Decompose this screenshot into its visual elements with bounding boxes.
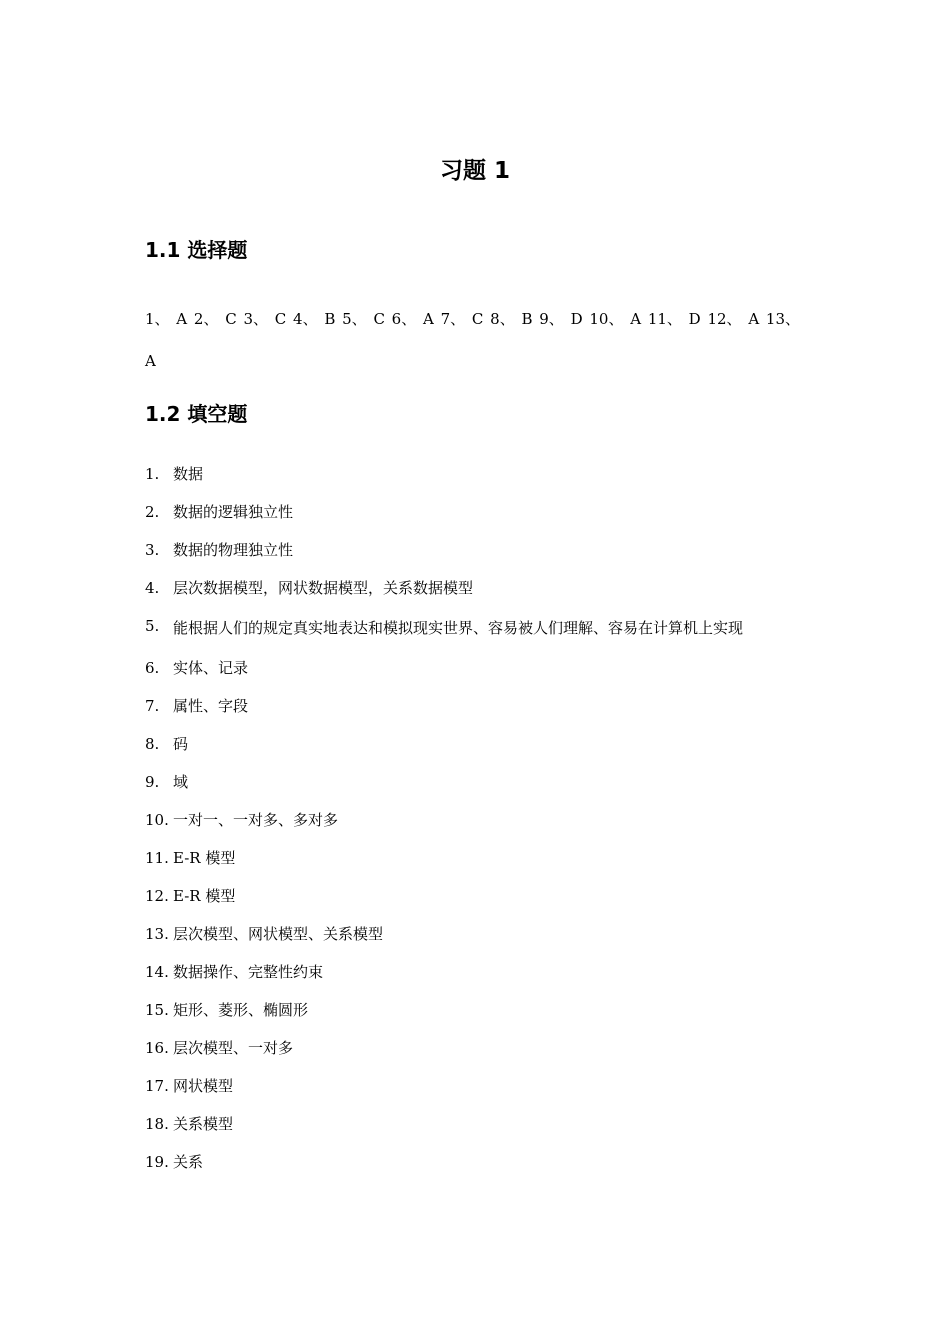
section-heading-fill: 1.2 填空题 xyxy=(145,402,248,426)
choice-answers: 1、 A 2、 C 3、 C 4、 B 5、 C 6、 A 7、 C 8、 B 9、 D 10、 A 11、 D 12、 A 13、 A xyxy=(145,310,801,370)
item-text: 层次数据模型，网状数据模型，关系数据模型 xyxy=(173,579,474,597)
item-number: 17. xyxy=(145,1077,169,1095)
list-item xyxy=(145,877,810,915)
item-number: 11. xyxy=(145,849,169,867)
fill-answer-list xyxy=(145,455,810,1181)
item-text: 关系 xyxy=(173,1153,204,1171)
item-text: 数据的逻辑独立性 xyxy=(173,503,294,521)
item-text: 矩形、菱形、椭圆形 xyxy=(173,1001,309,1019)
item-text: 实体、记录 xyxy=(173,659,249,677)
item-text: 属性、字段 xyxy=(173,697,249,715)
item-number: 10. xyxy=(145,811,169,829)
item-number: 15. xyxy=(145,1001,169,1019)
item-number: 6. xyxy=(145,659,160,677)
item-text: 能根据人们的规定真实地表达和模拟现实世界、容易被人们理解、容易在计算机上实现 xyxy=(173,619,744,637)
item-text: E-R 模型 xyxy=(173,887,236,905)
item-number: 2. xyxy=(145,503,160,521)
item-number: 8. xyxy=(145,735,160,753)
item-text: 数据 xyxy=(173,465,204,483)
item-number: 5. xyxy=(145,617,160,635)
list-item xyxy=(145,687,810,725)
item-text: E-R 模型 xyxy=(173,849,236,867)
list-item xyxy=(145,801,810,839)
list-item xyxy=(145,493,810,531)
list-item xyxy=(145,839,810,877)
item-number: 14. xyxy=(145,963,169,981)
item-number: 1. xyxy=(145,465,160,483)
list-item xyxy=(145,991,810,1029)
item-number: 3. xyxy=(145,541,160,559)
item-text: 层次模型、网状模型、关系模型 xyxy=(173,925,384,943)
item-text: 网状模型 xyxy=(173,1077,234,1095)
list-item xyxy=(145,1029,810,1067)
item-number: 4. xyxy=(145,579,160,597)
list-item xyxy=(145,455,810,493)
item-number: 16. xyxy=(145,1039,169,1057)
list-item xyxy=(145,725,810,763)
item-number: 7. xyxy=(145,697,160,715)
item-number: 19. xyxy=(145,1153,169,1171)
item-text: 码 xyxy=(173,735,189,753)
list-item xyxy=(145,1067,810,1105)
section-heading-choice: 1.1 选择题 xyxy=(145,238,248,262)
item-number: 18. xyxy=(145,1115,169,1133)
item-text: 层次模型、一对多 xyxy=(173,1039,294,1057)
item-number: 12. xyxy=(145,887,169,905)
item-number: 13. xyxy=(145,925,169,943)
item-text: 数据的物理独立性 xyxy=(173,541,294,559)
list-item xyxy=(145,1105,810,1143)
list-item xyxy=(145,915,810,953)
list-item xyxy=(145,569,810,607)
list-item xyxy=(145,1143,810,1181)
item-text: 域 xyxy=(173,773,189,791)
item-text: 数据操作、完整性约束 xyxy=(173,963,324,981)
item-text: 一对一、一对多、多对多 xyxy=(173,811,339,829)
item-number: 9. xyxy=(145,773,160,791)
list-item xyxy=(145,953,810,991)
list-item xyxy=(145,649,810,687)
list-item xyxy=(145,763,810,801)
list-item xyxy=(145,531,810,569)
page-title: 习题 1 xyxy=(439,158,510,184)
item-text: 关系模型 xyxy=(173,1115,234,1133)
list-item xyxy=(145,607,810,649)
